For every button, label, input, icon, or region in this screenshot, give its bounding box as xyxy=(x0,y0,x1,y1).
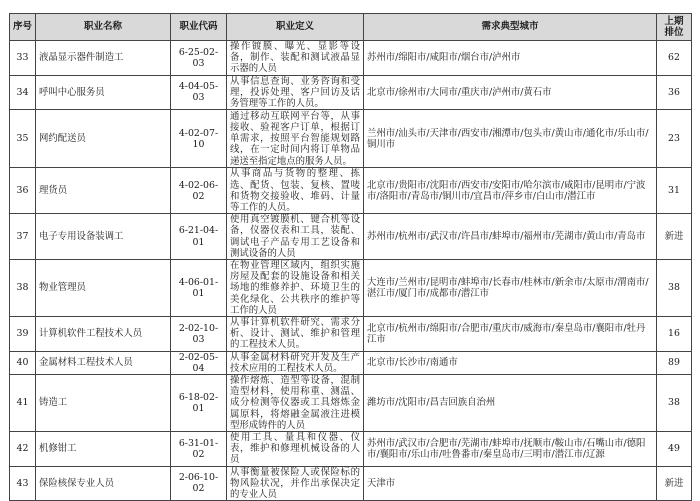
occupation-code: 6-18-02-01 xyxy=(171,375,227,432)
typical-cities: 北京市/徐州市/大同市/重庆市/泸州市/黄石市 xyxy=(364,75,657,110)
occupation-name: 呼叫中心服务员 xyxy=(36,75,171,110)
row-number: 40 xyxy=(10,351,36,374)
table-body xyxy=(10,41,692,501)
previous-rank: 49 xyxy=(657,432,692,467)
occupation-demand-table xyxy=(9,13,692,501)
previous-rank: 38 xyxy=(657,375,692,432)
previous-rank: 36 xyxy=(657,75,692,110)
row-number: 33 xyxy=(10,41,36,76)
occupation-definition: 从事衡量被保险人或保险标的物风险状况，并作出承保决定的专业人员 xyxy=(227,466,364,501)
row-number: 41 xyxy=(10,375,36,432)
occupation-definition: 从事商品与货物的整理、拣选、配货、包装、复核、置唛和货物交接验收、堆码、计量等工作的人员。 xyxy=(227,168,364,214)
occupation-name: 网约配送员 xyxy=(36,110,171,168)
previous-rank: 89 xyxy=(657,351,692,374)
header-no: 序号 xyxy=(10,14,36,41)
header-code: 职业代码 xyxy=(171,14,227,41)
typical-cities: 北京市/杭州市/绵阳市/合肥市/重庆市/威海市/秦皇岛市/襄阳市/牡丹江市 xyxy=(364,317,657,352)
occupation-name: 物业管理员 xyxy=(36,260,171,317)
occupation-code: 2-06-10-02 xyxy=(171,466,227,501)
row-number: 43 xyxy=(10,466,36,501)
occupation-definition: 操作熔炼、造型等设备，混制造型材料，使用称重、测温、成分检测等仪器或工具熔炼金属原料，将熔融金属液注进模型形成铸件的人员 xyxy=(227,375,364,432)
occupation-name: 电子专用设备装调工 xyxy=(36,214,171,260)
table-row xyxy=(10,260,692,317)
occupation-name: 保险核保专业人员 xyxy=(36,466,171,501)
row-number: 35 xyxy=(10,110,36,168)
header-name: 职业名称 xyxy=(36,14,171,41)
occupation-code: 2-02-05-04 xyxy=(171,351,227,374)
table-row xyxy=(10,168,692,214)
occupation-code: 4-04-05-03 xyxy=(171,75,227,110)
previous-rank: 新进 xyxy=(657,466,692,501)
occupation-code: 2-02-10-03 xyxy=(171,317,227,352)
table-row xyxy=(10,351,692,374)
header-cities: 需求典型城市 xyxy=(364,14,657,41)
previous-rank: 新进 xyxy=(657,214,692,260)
occupation-name: 铸造工 xyxy=(36,375,171,432)
occupation-definition: 在物业管理区域内，组织实施房屋及配套的设施设备和相关场地的维修养护、环境卫生的美化绿化、公共秩序的维护等工作的人员 xyxy=(227,260,364,317)
occupation-name: 计算机软件工程技术人员 xyxy=(36,317,171,352)
header-rank: 上期排位 xyxy=(657,14,692,41)
occupation-definition: 从事计算机软件研究、需求分析、设计、测试、维护和管理的工程技术人员。 xyxy=(227,317,364,352)
previous-rank: 62 xyxy=(657,41,692,76)
table-row xyxy=(10,214,692,260)
occupation-code: 6-31-01-02 xyxy=(171,432,227,467)
table-row xyxy=(10,75,692,110)
occupation-code: 4-02-07-10 xyxy=(171,110,227,168)
table-row xyxy=(10,317,692,352)
table-row xyxy=(10,466,692,501)
occupation-code: 4-02-06-02 xyxy=(171,168,227,214)
row-number: 42 xyxy=(10,432,36,467)
table-row xyxy=(10,41,692,76)
row-number: 36 xyxy=(10,168,36,214)
occupation-table-sheet xyxy=(9,13,691,501)
occupation-name: 机修钳工 xyxy=(36,432,171,467)
row-number: 38 xyxy=(10,260,36,317)
occupation-name: 液晶显示器件制造工 xyxy=(36,41,171,76)
row-number: 37 xyxy=(10,214,36,260)
occupation-name: 理货员 xyxy=(36,168,171,214)
occupation-code: 4-06-01-01 xyxy=(171,260,227,317)
previous-rank: 16 xyxy=(657,317,692,352)
occupation-name: 金属材料工程技术人员 xyxy=(36,351,171,374)
occupation-definition: 使用真空镀膜机、键合机等设备，仪器仪表和工具，装配、调试电子产品专用工艺设备和测试设备的人员 xyxy=(227,214,364,260)
table-row xyxy=(10,375,692,432)
table-row xyxy=(10,110,692,168)
occupation-code: 6-21-04-01 xyxy=(171,214,227,260)
typical-cities: 北京市/长沙市/南通市 xyxy=(364,351,657,374)
typical-cities: 北京市/贵阳市/沈阳市/西安市/安阳市/哈尔滨市/咸阳市/昆明市/宁波市/洛阳市/青岛市/铜川市/宜昌市/萍乡市/白山市/潜江市 xyxy=(364,168,657,214)
occupation-definition: 从事金属材料研究开发及生产技术应用的工程技术人员。 xyxy=(227,351,364,374)
typical-cities: 天津市 xyxy=(364,466,657,501)
table-header-row xyxy=(10,14,692,41)
occupation-definition: 使用工具、量具和仪器、仪表，维护和修理机械设备的人员 xyxy=(227,432,364,467)
typical-cities: 苏州市/杭州市/武汉市/许昌市/蚌埠市/福州市/芜湖市/黄山市/青岛市 xyxy=(364,214,657,260)
typical-cities: 苏州市/绵阳市/咸阳市/烟台市/泸州市 xyxy=(364,41,657,76)
row-number: 34 xyxy=(10,75,36,110)
previous-rank: 38 xyxy=(657,260,692,317)
typical-cities: 苏州市/武汉市/合肥市/芜湖市/蚌埠市/抚顺市/鞍山市/石嘴山市/德阳市/襄阳市/乐山市/吐鲁番市/秦皇岛市/三明市/潜江市/辽源 xyxy=(364,432,657,467)
header-definition: 职业定义 xyxy=(227,14,364,41)
occupation-definition: 从事信息查询、业务咨询和受理，投诉处理、客户回访及话务管理等工作的人员。 xyxy=(227,75,364,110)
row-number: 39 xyxy=(10,317,36,352)
previous-rank: 31 xyxy=(657,168,692,214)
table-row xyxy=(10,432,692,467)
typical-cities: 大连市/兰州市/昆明市/蚌埠市/长春市/桂林市/新余市/太原市/渭南市/湛江市/厦门市/成都市/潜江市 xyxy=(364,260,657,317)
occupation-code: 6-25-02-03 xyxy=(171,41,227,76)
occupation-definition: 通过移动互联网平台等，从事接收、验视客户订单，根据订单需求，按照平台智能规划路线，在一定时间内将订单物品递送至指定地点的服务人员。 xyxy=(227,110,364,168)
occupation-definition: 操作镀膜、曝光、显影等设备，制作、装配和测试液晶显示器的人员 xyxy=(227,41,364,76)
typical-cities: 潍坊市/沈阳市/昌吉回族自治州 xyxy=(364,375,657,432)
previous-rank: 23 xyxy=(657,110,692,168)
typical-cities: 兰州市/汕头市/天津市/西安市/湘潭市/包头市/黄山市/通化市/乐山市/铜川市 xyxy=(364,110,657,168)
